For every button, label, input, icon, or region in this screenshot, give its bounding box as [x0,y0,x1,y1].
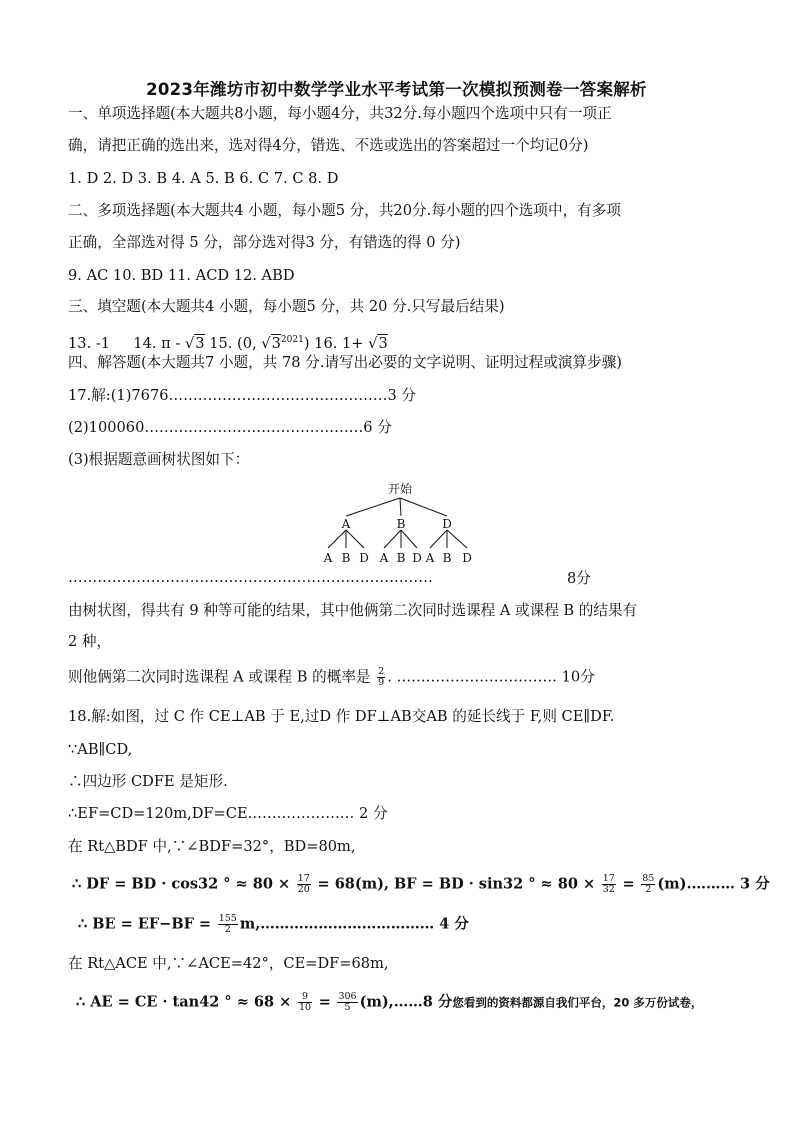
q18-equation1: ∴ DF = BD · cos32 ° ≈ 80 × $\frac{17}{20}$ = 68(m), BF = BD · sin32 ° ≈ 80 × $\frac{17}{32}$ = $\frac{85}{2}$ (m).……… 3 分 [72,873,770,895]
section2-heading-line1: 二、多项选择题(本大题共4 小题，每小题5 分，共20分.每小题的四个选项中，有多项 [68,202,621,219]
tree-node-l2: A [323,551,333,565]
answer-16: 16. 1+ √3 [314,334,388,352]
q18-line3: ∴四边形 CDFE 是矩形. [68,773,228,790]
tree-diagram [315,478,485,568]
fraction: $\frac{306}{5}$ [338,991,357,1013]
q17-part1: 17.解:(1)7676………………………………………3 分 [68,387,416,404]
fraction: $\frac{9}{10}$ [298,991,312,1013]
q17-explain-line2: 2 种， [68,633,112,650]
probability-fraction: $\frac{2}{9}$ [378,666,385,688]
q18-line6: 在 Rt△ACE 中,∵∠ACE=42°，CE=DF=68m, [68,955,389,972]
fraction: $\frac{85}{2}$ [642,873,655,895]
q18-equation3: ∴ AE = CE · tan42 ° ≈ 68 × $\frac{9}{10}$ = $\frac{306}{5}$ (m),……8 分您看到的资料都源自我们平台，20 多万份试卷， [76,991,703,1013]
tree-node-l2: B [341,551,351,565]
tree-node-l2: D [412,551,422,565]
q18-line1: 18.解:如图，过 C 作 CE⊥AB 于 E,过D 作 DF⊥AB交AB 的延长线于 F,则 CE∥DF. [68,708,615,725]
page-title: 2023年潍坊市初中数学学业水平考试第一次模拟预测卷一答案解析 [146,80,647,99]
answer-13: 13. -1 [68,334,111,352]
q18-equation2: ∴ BE = EF−BF = $\frac{155}{2}$ m,……………………………… 4 分 [78,913,469,935]
section3-heading: 三、填空题(本大题共4 小题，每小题5 分，共 20 分.只写最后结果) [68,298,505,315]
tree-node-l2: D [359,551,369,565]
q17-conclusion: 则他俩第二次同时选课程 A 或课程 B 的概率是 $\frac{2}{9}$ . …………………………… 10分 [68,666,595,688]
tree-node-l2: B [442,551,452,565]
watermark-note: 您看到的资料都源自我们平台，20 多万份试卷， [452,995,703,1010]
section4-heading: 四、解答题(本大题共7 小题，共 78 分.请写出必要的文字说明、证明过程或演算步骤) [68,354,622,371]
q18-line5: 在 Rt△BDF 中,∵∠BDF=32°，BD=80m, [68,838,356,855]
tree-node-l2: B [396,551,406,565]
section2-heading-line2: 正确，全部选对得 5 分，部分选对得3 分，有错选的得 0 分) [68,234,461,251]
q18-line4: ∴EF=CD=120m,DF=CE.………………… 2 分 [68,805,388,822]
section3-answers [68,330,388,354]
q17-score: 8分 [567,570,591,587]
q18-line2: ∵AB∥CD, [68,741,133,758]
section1-heading-line2: 确，请把正确的选出来，选对得4分，错选、不选或选出的答案超过一个均记0分) [68,137,589,154]
tree-node-l2: A [379,551,389,565]
q17-score-dots: ………………………………………………………………… [68,569,433,586]
tree-node-l1: B [396,517,406,531]
section1-heading-line1: 一、单项选择题(本大题共8小题，每小题4分，共32分.每小题四个选项中只有一项正 [68,105,612,122]
tree-node-l2: A [425,551,435,565]
q17-explain-line1: 由树状图，得共有 9 种等可能的结果，其中他俩第二次同时选课程 A 或课程 B 的结果有 [68,602,638,619]
q17-part3: (3)根据题意画树状图如下： [68,451,250,468]
q17-part2: (2)100060………………………………………6 分 [68,419,392,436]
tree-root: 开始 [387,482,413,496]
fraction: $\frac{17}{32}$ [602,873,615,895]
answer-15: 15. (0, $√3^{2021}$) [209,334,310,352]
answer-14: 14. π - √3 [133,334,205,352]
tree-node-l2: D [462,551,472,565]
fraction: $\frac{17}{20}$ [297,873,310,895]
section2-answers: 9. AC 10. BD 11. ACD 12. ABD [68,267,295,284]
fraction: $\frac{155}{2}$ [218,913,237,935]
tree-node-l1: D [442,517,452,531]
section1-answers: 1. D 2. D 3. B 4. A 5. B 6. C 7. C 8. D [68,170,339,187]
tree-node-l1: A [341,517,351,531]
